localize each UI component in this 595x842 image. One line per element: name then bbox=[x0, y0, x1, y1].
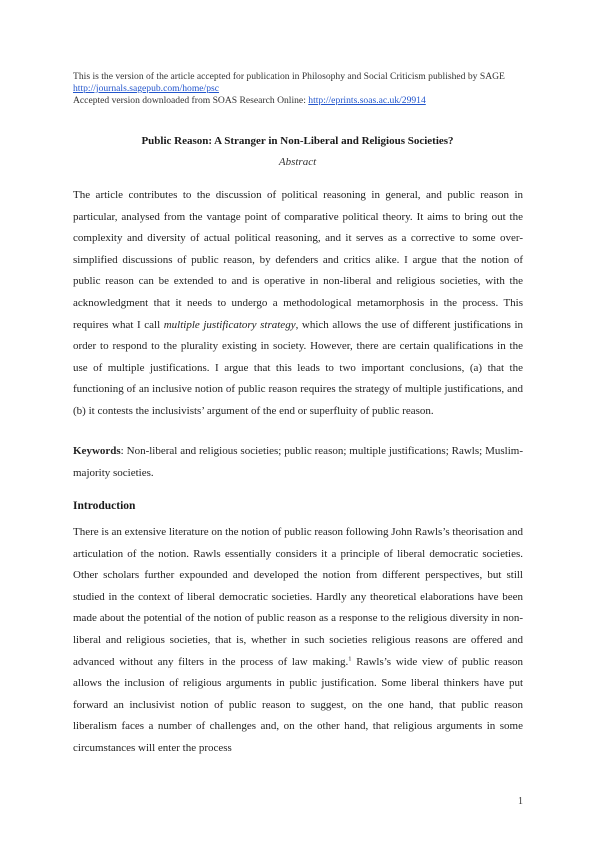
publication-notice bbox=[73, 71, 533, 107]
footnote-marker[interactable]: 1 bbox=[348, 654, 352, 662]
repository-link[interactable]: http://eprints.soas.ac.uk/29914 bbox=[308, 95, 426, 106]
keywords-list: : Non-liberal and religious societies; public reason; multiple justifications; Rawls; Muslim-majority societies. bbox=[73, 445, 523, 479]
keywords-paragraph bbox=[73, 441, 523, 484]
abstract-paragraph bbox=[73, 185, 523, 423]
introduction-text-part-1: There is an extensive literature on the notion of public reason following John Rawls’s theorisation and articulation of the notion. Rawls essentially considers it a principle of liberal democratic societies. Other scholars further expounded and developed the notion from different perspectives, but still studied in the context of liberal democratic societies. Hardly any theoretical elaborations have been made about the potential of the notion of public reason as a response to the religious diversity in non-liberal and religious societies, that is, whether in such societies religious reasons are offered and advanced without any filters in the process of law making. bbox=[73, 526, 523, 668]
abstract-text-part-1: The article contributes to the discussion of political reasoning in general, and public reason in particular, analysed from the vantage point of comparative political theory. It aims to bring out the complexity and diversity of actual political reasoning, and it serves as a corrective to some over-simplified discussions of public reason, by defenders and critics alike. I argue that the notion of public reason can be extended to and is operative in non-liberal and religious societies, with the acknowledgment that it needs to undergo a methodological metamorphosis in the process. This requires what I call bbox=[73, 189, 523, 331]
abstract-emphasis: multiple justificatory strategy bbox=[163, 318, 296, 331]
article-title: Public Reason: A Stranger in Non-Liberal and Religious Societies? bbox=[141, 135, 454, 147]
introduction-paragraph bbox=[73, 522, 523, 760]
page-number: 1 bbox=[518, 796, 523, 807]
keywords-label: Keywords bbox=[73, 445, 121, 457]
introduction-text-part-2: Rawls’s wide view of public reason allows the inclusion of religious arguments in public justification. Some liberal thinkers have put forward an inclusivist notion of public reason to suggest, on the one hand, that public reason liberalism faces a number of challenges and, on the other hand, that religious arguments in some circumstances will enter the process bbox=[73, 655, 523, 754]
abstract-heading: Abstract bbox=[278, 156, 317, 168]
abstract-text-part-2: , which allows the use of different justifications in order to respond to the plurality existing in society. However, there are certain qualifications in the use of multiple justifications. I argue that this leads to two important conclusions, (a) that the functioning of an inclusive notion of public reason requires the strategy of multiple justifications, and (b) it contests the inclusivists’ argument of the end or superfluity of public reason. bbox=[73, 318, 523, 417]
publication-statement: This is the version of the article accepted for publication in Philosophy and Social Criticism published by SAGE bbox=[73, 71, 505, 82]
introduction-heading: Introduction bbox=[73, 500, 136, 512]
journal-link[interactable]: http://journals.sagepub.com/home/psc bbox=[73, 83, 220, 94]
repository-statement: Accepted version downloaded from SOAS Research Online: bbox=[73, 95, 309, 106]
